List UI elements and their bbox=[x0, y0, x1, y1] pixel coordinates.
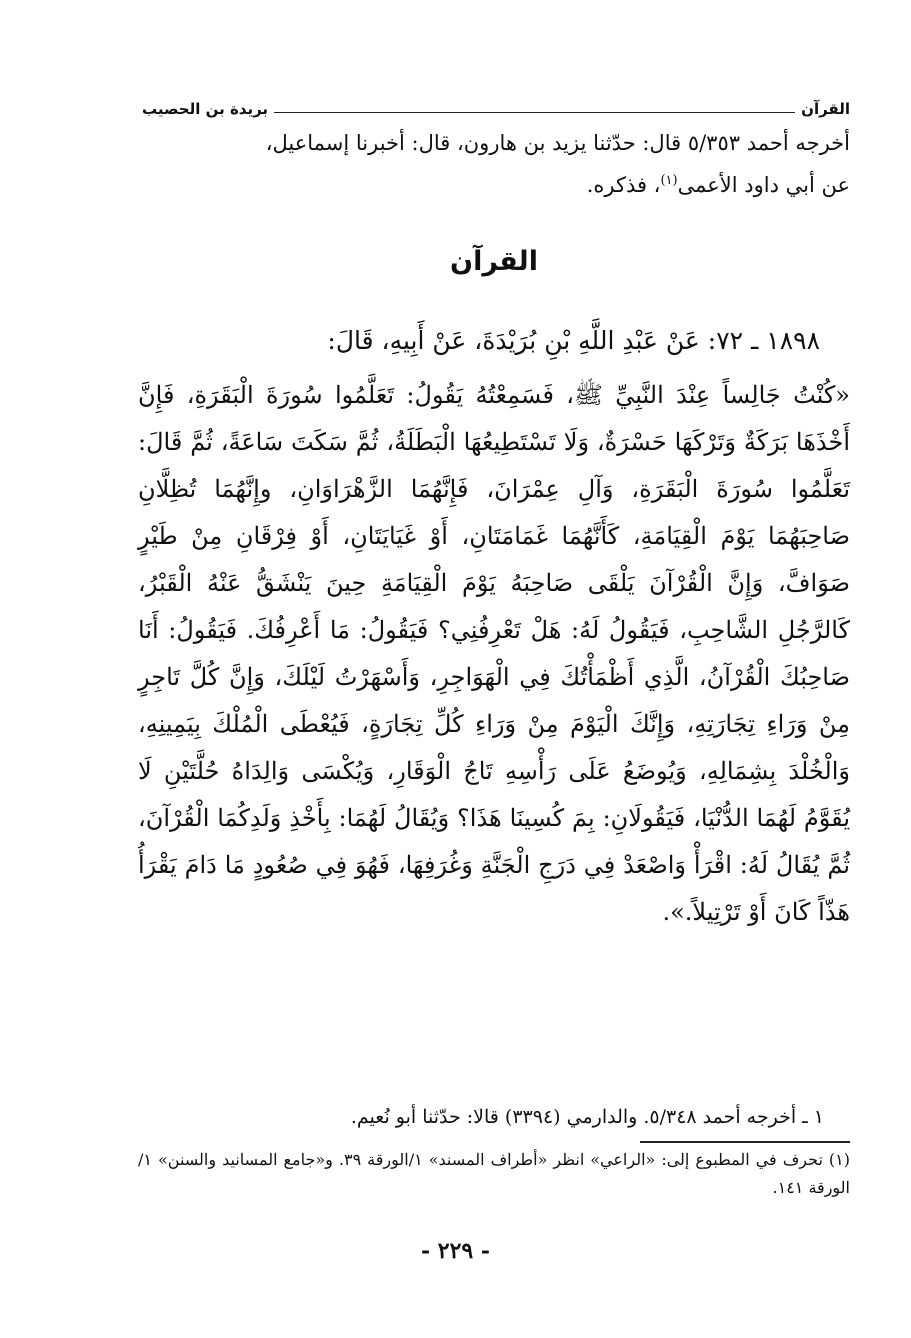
intro-line-2-text: عن أبي داود الأعمى bbox=[677, 173, 850, 197]
header-chapter-title: القرآن bbox=[801, 100, 850, 118]
hadith-heading: ١٨٩٨ ـ ٧٢: عَنْ عَبْدِ اللَّهِ بْنِ بُرَيْدَةَ، عَنْ أَبِيهِ، قَالَ: bbox=[327, 326, 820, 355]
footnote-marker: (١) bbox=[828, 1150, 851, 1169]
intro-line-1: أخرجه أحمد ٥/٣٥٣ قال: حدّثنا يزيد بن هارون، قال: أخبرنا إسماعيل، bbox=[265, 131, 850, 155]
page-number: - ٢٢٩ - bbox=[420, 1238, 491, 1264]
footnote-text: تحرف في المطبوع إلى: «الراعي» انظر «أطراف المسند» ١/الورقة ٣٩. و«جامع المسانيد والسنن» ١/الورقة ١٤١. bbox=[138, 1150, 850, 1197]
running-header bbox=[142, 92, 850, 118]
intro-line-2 bbox=[138, 164, 850, 206]
footnote-separator bbox=[640, 1141, 850, 1143]
intro-line-2-end: ، فذكره. bbox=[586, 173, 661, 197]
footnote-ref: (١) bbox=[660, 173, 678, 188]
section-title: القرآن bbox=[450, 246, 538, 277]
intro-paragraph bbox=[138, 122, 850, 206]
header-rule bbox=[274, 112, 795, 113]
header-narrator-name: بريدة بن الحصيب bbox=[142, 100, 269, 118]
footnote bbox=[138, 1146, 850, 1202]
hadith-text: «كُنْتُ جَالِساً عِنْدَ النَّبِيِّ ﷺ، فَسَمِعْتُهُ يَقُولُ: تَعَلَّمُوا سُورَةَ الْبَقَرَةِ، فَإِنَّ أَخْذَهَا بَرَكَةٌ وَتَرْكَهَا حَسْرَةٌ، وَلَا تَسْتَطِيعُهَا الْبَطَلَةُ، ثُمَّ سَكَتَ سَاعَةً، ثُمَّ قَالَ: تَعَلَّمُوا سُورَةَ الْبَقَرَةِ، وَآلِ عِمْرَانَ، فَإِنَّهُمَا الزَّهْرَاوَانِ، وإِنَّهُمَا تُظِلَّانِ صَاحِبَهُمَا يَوْمَ الْقِيَامَةِ، كَأَنَّهُمَا غَمَامَتَانِ، أَوْ غَيَايَتَانِ، أَوْ فِرْقَانِ مِنْ طَيْرٍ صَوَافَّ، وَإِنَّ الْقُرْآنَ يَلْقَى صَاحِبَهُ يَوْمَ الْقِيَامَةِ حِينَ يَنْشَقُّ عَنْهُ الْقَبْرُ، كَالرَّجُلِ الشَّاحِبِ، فَيَقُولُ لَهُ: هَلْ تَعْرِفُنِي؟ فَيَقُولُ: مَا أَعْرِفُكَ. فَيَقُولُ: أَنَا صَاحِبُكَ الْقُرْآنُ، الَّذِي أَظْمَأْتُكَ فِي الْهَوَاجِرِ، وَأَسْهَرْتُ لَيْلَكَ، وَإِنَّ كُلَّ تَاجِرٍ مِنْ وَرَاءِ تِجَارَتِهِ، وَإِنَّكَ الْيَوْمَ مِنْ وَرَاءِ كُلِّ تِجَارَةٍ، فَيُعْطَى الْمُلْكَ بِيَمِينِهِ، وَالْخُلْدَ بِشِمَالِهِ، وَيُوضَعُ عَلَى رَأْسِهِ تَاجُ الْوَقَارِ، وَيُكْسَى وَالِدَاهُ حُلَّتَيْنِ لَا يُقَوَّمُ لَهُمَا الدُّنْيَا، فَيَقُولَانِ: بِمَ كُسِينَا هَذَا؟ وَيُقَالُ لَهُمَا: بِأَخْذِ وَلَدِكُمَا الْقُرْآنَ، ثُمَّ يُقَالُ لَهُ: اقْرَأْ وَاصْعَدْ فِي دَرَجِ الْجَنَّةِ وَغُرَفِهَا، فَهُوَ فِي صُعُودٍ مَا دَامَ يَقْرَأُ هَذّاً كَانَ أَوْ تَرْتِيلاً.». bbox=[138, 381, 850, 926]
takhrij-note: ١ ـ أخرجه أحمد ٥/٣٤٨. والدارمي (٣٣٩٤) قالا: حدّثنا أبو نُعيم. bbox=[350, 1106, 824, 1128]
